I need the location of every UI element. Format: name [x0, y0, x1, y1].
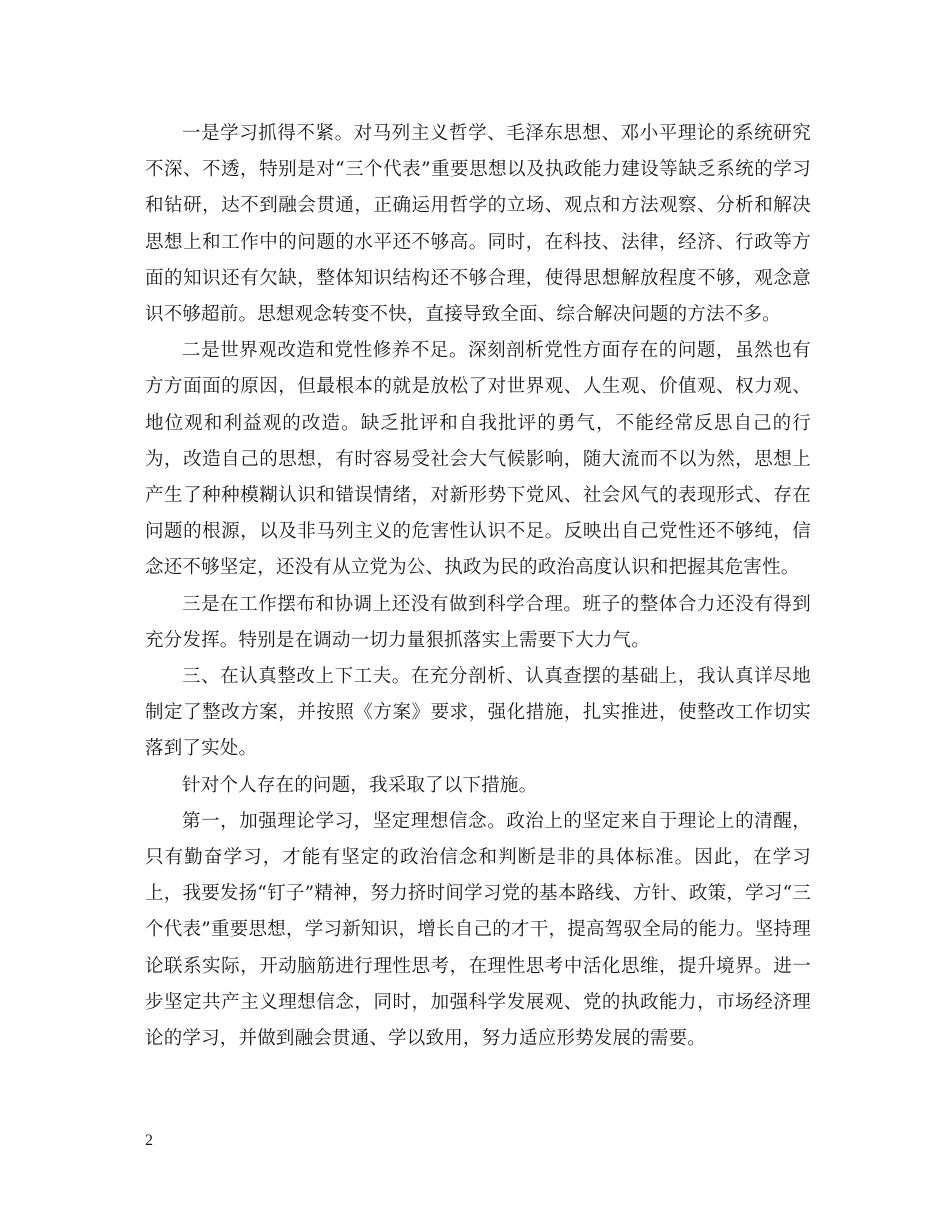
paragraph-first-measure: 第一，加强理论学习，坚定理想信念。政治上的坚定来自于理论上的清醒，只有勤奋学习，才能有坚定的政治信念和判断是非的具体标准。因此，在学习上，我要发扬“钉子”精神，努力挤时间学习党的基本路线、方针、政策，学习“三个代表”重要思想，学习新知识，增长自己的才干，提高驾驭全局的能力。坚持理论联系实际，开动脑筋进行理性思考，在理性思考中活化思维，提升境界。进一步坚定共产主义理想信念，同时，加强科学发展观、党的执政能力，市场经济理论的学习，并做到融会贯通、学以致用，努力适应形势发展的需要。 [145, 810, 811, 1050]
paragraph-measures-intro: 针对个人存在的问题，我采取了以下措施。 [182, 774, 538, 796]
paragraph-rectification: 三、在认真整改上下工夫。在充分剖析、认真查摆的基础上，我认真详尽地制定了整改方案，并按照《方案》要求，强化措施，扎实推进，使整改工作切实落到了实处。 [145, 666, 811, 760]
paragraph-study-not-tight: 一是学习抓得不紧。对马列主义哲学、毛泽东思想、邓小平理论的系统研究不深、不透，特别是对“三个代表”重要思想以及执政能力建设等缺乏系统的学习和钻研，达不到融会贯通，正确运用哲学的立场、观点和方法观察、分析和解决思想上和工作中的问题的水平还不够高。同时，在科技、法律，经济、行政等方面的知识还有欠缺，整体知识结构还不够合理，使得思想解放程度不够，观念意识不够超前。思想观念转变不快，直接导致全面、综合解决问题的方法不多。 [145, 123, 811, 326]
document-body [145, 116, 811, 1057]
page-number: 2 [145, 1132, 153, 1149]
paragraph-work-coordination: 三是在工作摆布和协调上还没有做到科学合理。班子的整体合力还没有得到充分发挥。特别是在调动一切力量狠抓落实上需要下大力气。 [145, 593, 811, 651]
paragraph-worldview-party-spirit: 二是世界观改造和党性修养不足。深刻剖析党性方面存在的问题，虽然也有方方面面的原因，但最根本的就是放松了对世界观、人生观、价值观、权力观、地位观和利益观的改造。缺乏批评和自我批评的勇气，不能经常反思自己的行为，改造自己的思想，有时容易受社会大气候影响，随大流而不以为然，思想上产生了种种模糊认识和错误情绪，对新形势下党风、社会风气的表现形式、存在问题的根源，以及非马列主义的危害性认识不足。反映出自己党性还不够纯，信念还不够坚定，还没有从立党为公、执政为民的政治高度认识和把握其危害性。 [145, 340, 811, 579]
